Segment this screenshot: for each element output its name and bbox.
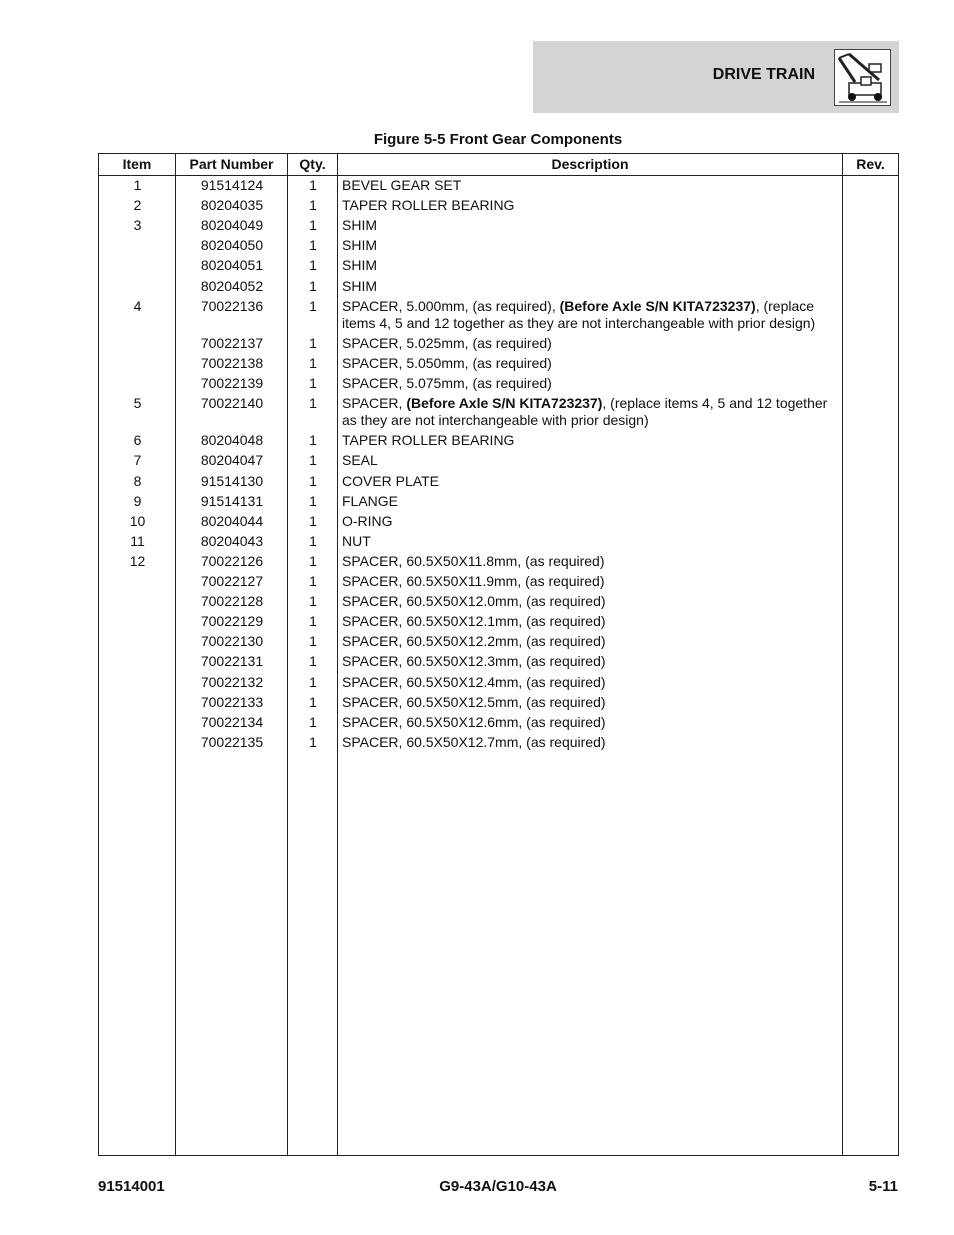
item-number: 6 bbox=[133, 432, 142, 449]
description bbox=[342, 298, 842, 332]
description: TAPER ROLLER BEARING bbox=[342, 432, 515, 449]
parts-table bbox=[98, 153, 899, 1156]
part-number: 80204051 bbox=[200, 257, 264, 274]
item-number: 11 bbox=[130, 532, 145, 549]
part-number: 80204044 bbox=[200, 512, 264, 529]
quantity: 1 bbox=[309, 217, 317, 234]
part-number: 91514124 bbox=[200, 177, 264, 193]
quantity: 1 bbox=[309, 472, 317, 489]
part-number: 70022132 bbox=[200, 673, 264, 690]
description-text: items 4, 5 and 12 together as they are not interchangeable with prior design) bbox=[342, 314, 816, 331]
description: SPACER, 60.5X50X12.1mm, (as required) bbox=[342, 613, 606, 630]
column-header-part-number: Part Number bbox=[189, 156, 274, 172]
part-number: 70022127 bbox=[200, 573, 264, 589]
item-number: 12 bbox=[129, 552, 146, 569]
part-number: 80204052 bbox=[200, 277, 264, 294]
item-number: 9 bbox=[133, 492, 142, 509]
column-header-item: Item bbox=[122, 156, 152, 172]
description: SPACER, 60.5X50X12.7mm, (as required) bbox=[342, 733, 606, 750]
part-number: 70022134 bbox=[200, 713, 264, 730]
description: SPACER, 5.075mm, (as required) bbox=[342, 375, 552, 391]
description: SPACER, 60.5X50X12.2mm, (as required) bbox=[342, 633, 606, 650]
description: SHIM bbox=[342, 257, 377, 274]
description: SPACER, 5.050mm, (as required) bbox=[342, 354, 552, 371]
aerial-lift-machine-icon bbox=[834, 49, 891, 106]
part-number: 80204048 bbox=[200, 432, 264, 449]
quantity: 1 bbox=[309, 653, 317, 670]
part-number: 70022136 bbox=[200, 297, 264, 314]
description: SPACER, 60.5X50X12.4mm, (as required) bbox=[342, 673, 606, 690]
description: SHIM bbox=[342, 217, 377, 234]
column-header-description: Description bbox=[551, 156, 629, 172]
quantity: 1 bbox=[309, 375, 317, 391]
description: SPACER, 60.5X50X12.3mm, (as required) bbox=[342, 653, 606, 670]
description: O-RING bbox=[342, 512, 393, 529]
description-serial-note: (Before Axle S/N KITA723237) bbox=[406, 395, 603, 412]
description-text: SPACER, bbox=[342, 395, 407, 412]
description: SPACER, 60.5X50X11.9mm, (as required) bbox=[342, 573, 605, 589]
item-number: 5 bbox=[133, 395, 142, 412]
description-text: as they are not interchangeable with prior design) bbox=[342, 412, 649, 429]
column-header-rev: Rev. bbox=[856, 156, 885, 172]
part-number: 70022128 bbox=[200, 593, 264, 610]
description-serial-note: (Before Axle S/N KITA723237) bbox=[559, 297, 756, 314]
description: NUT bbox=[342, 532, 371, 549]
part-number: 80204049 bbox=[200, 217, 264, 234]
description: SPACER, 60.5X50X12.0mm, (as required) bbox=[342, 593, 606, 610]
description: SHIM bbox=[342, 237, 377, 254]
item-number: 7 bbox=[133, 452, 142, 469]
column-divider bbox=[842, 154, 843, 1155]
description: TAPER ROLLER BEARING bbox=[342, 197, 515, 214]
part-number: 91514131 bbox=[200, 492, 264, 509]
description: SPACER, 60.5X50X12.5mm, (as required) bbox=[342, 693, 606, 710]
quantity: 1 bbox=[309, 432, 317, 449]
description bbox=[342, 395, 842, 429]
quantity: 1 bbox=[309, 693, 317, 710]
quantity: 1 bbox=[309, 492, 317, 509]
footer-doc-number: 91514001 bbox=[98, 1178, 165, 1195]
part-number: 70022139 bbox=[200, 375, 264, 391]
quantity: 1 bbox=[309, 733, 317, 750]
part-number: 70022126 bbox=[200, 552, 264, 569]
description: BEVEL GEAR SET bbox=[342, 177, 462, 193]
section-header bbox=[533, 41, 899, 113]
description: SEAL bbox=[342, 452, 378, 469]
quantity: 1 bbox=[309, 713, 317, 730]
quantity: 1 bbox=[309, 177, 317, 193]
quantity: 1 bbox=[309, 334, 317, 351]
quantity: 1 bbox=[309, 297, 317, 314]
part-number: 70022133 bbox=[200, 693, 264, 710]
item-number: 2 bbox=[133, 197, 142, 214]
part-number: 80204050 bbox=[200, 237, 264, 254]
item-number: 8 bbox=[133, 472, 142, 489]
footer-model: G9-43A/G10-43A bbox=[439, 1178, 557, 1195]
quantity: 1 bbox=[309, 452, 317, 469]
footer-page-number: 5-11 bbox=[868, 1178, 898, 1195]
quantity: 1 bbox=[309, 257, 317, 274]
figure-title: Figure 5-5 Front Gear Components bbox=[373, 131, 623, 148]
quantity: 1 bbox=[309, 354, 317, 371]
part-number: 70022140 bbox=[200, 395, 264, 412]
quantity: 1 bbox=[309, 512, 317, 529]
quantity: 1 bbox=[309, 197, 317, 214]
quantity: 1 bbox=[309, 573, 317, 589]
quantity: 1 bbox=[309, 673, 317, 690]
quantity: 1 bbox=[309, 237, 317, 254]
item-number: 3 bbox=[133, 217, 142, 234]
part-number: 70022135 bbox=[200, 733, 264, 750]
description: FLANGE bbox=[342, 492, 399, 509]
description: SHIM bbox=[342, 277, 377, 294]
description-text: , (replace items 4, 5 and 12 together bbox=[602, 395, 828, 412]
part-number: 80204043 bbox=[200, 532, 264, 549]
description: COVER PLATE bbox=[342, 472, 439, 489]
description: SPACER, 60.5X50X12.6mm, (as required) bbox=[342, 713, 606, 730]
quantity: 1 bbox=[309, 395, 317, 412]
quantity: 1 bbox=[309, 633, 317, 650]
quantity: 1 bbox=[309, 552, 317, 569]
description: SPACER, 5.025mm, (as required) bbox=[342, 334, 552, 351]
quantity: 1 bbox=[309, 613, 317, 630]
item-number: 4 bbox=[133, 297, 142, 314]
part-number: 70022137 bbox=[200, 334, 264, 351]
column-header-qty: Qty. bbox=[299, 156, 326, 172]
description: SPACER, 60.5X50X11.8mm, (as required) bbox=[342, 552, 605, 569]
part-number: 70022138 bbox=[200, 354, 264, 371]
description-text: SPACER, 5.000mm, (as required), bbox=[342, 297, 560, 314]
quantity: 1 bbox=[309, 277, 317, 294]
part-number: 70022129 bbox=[200, 613, 264, 630]
section-title: DRIVE TRAIN bbox=[712, 66, 815, 83]
part-number: 80204035 bbox=[200, 197, 264, 214]
item-number: 10 bbox=[129, 512, 146, 529]
part-number: 80204047 bbox=[200, 452, 264, 469]
part-number: 70022131 bbox=[200, 653, 264, 670]
part-number: 70022130 bbox=[200, 633, 264, 650]
quantity: 1 bbox=[309, 532, 317, 549]
item-number: 1 bbox=[133, 177, 142, 193]
part-number: 91514130 bbox=[200, 472, 264, 489]
description-text: , (replace bbox=[755, 297, 815, 314]
quantity: 1 bbox=[309, 593, 317, 610]
header-divider bbox=[99, 175, 898, 176]
